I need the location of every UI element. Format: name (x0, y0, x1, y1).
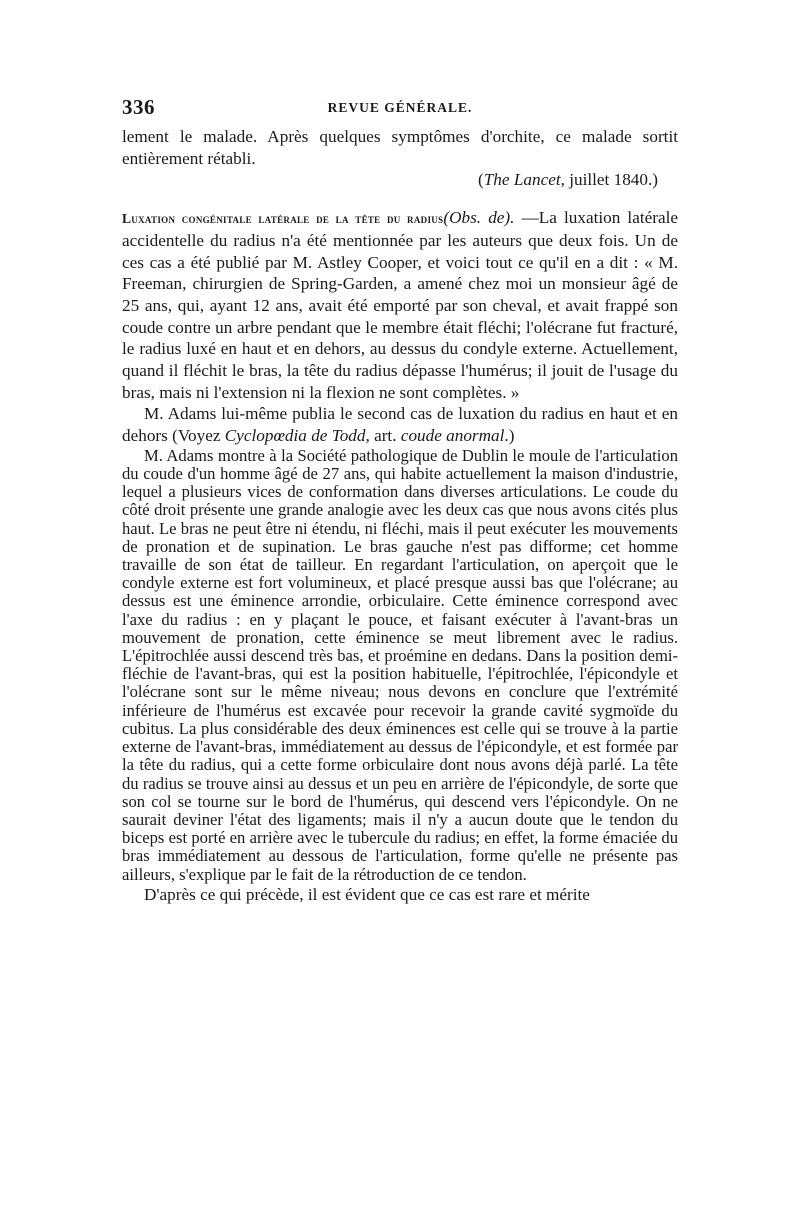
page-header (122, 95, 678, 125)
adams-text-mid: , art. (365, 426, 401, 446)
page-number: 336 (122, 95, 155, 119)
citation (122, 169, 678, 191)
body-text (122, 126, 678, 905)
section-title: Luxation congénitale latérale de la tête du radius (122, 211, 444, 227)
section-text: —La luxation latérale accidentelle du radius n'a été mentionnée par les auteurs que deux fois. Un de ces cas a été publié par M. Astley Cooper, et voici tout ce qu'il en a dit : « M. Freeman, chirurgien de Spring-Garden, a amené chez moi un monsieur âgé de 25 ans, qui, ayant 12 ans, avait été emporté par son cheval, et avait frappé son coude contre un arbre pendant que le membre était fléchi; l'olécrane fut fracturé, le radius luxé en haut et en dehors, au dessus du condyle externe. Actuellement, quand il fléchit le bras, la tête du radius dépasse l'humérus; il jouit de l'usage du bras, mais ni l'extension ni la flexion ne sont complètes. » (122, 208, 678, 402)
running-title: REVUE GÉNÉRALE. (327, 100, 473, 115)
adams-work-title: Cyclopœdia de Todd (224, 426, 366, 446)
citation-open: ( (478, 170, 484, 190)
section-spacer (122, 191, 678, 207)
section-obs: (Obs. de). (443, 208, 515, 228)
citation-source: The Lancet (483, 170, 561, 190)
paragraph-adams (122, 403, 678, 446)
citation-date: , juillet 1840.) (560, 170, 658, 190)
adams-text-before: M. Adams lui-même publia le second cas de luxation du radius en haut et en dehors (Voyez (122, 404, 678, 446)
paragraph-orchite: lement le malade. Après quelques symptômes d'orchite, ce malade sortit entièrement rétabli. (122, 127, 678, 168)
adams-text-after: .) (504, 426, 515, 446)
paragraph-conclusion: D'après ce qui précède, il est évident que ce cas est rare et mérite (144, 884, 590, 904)
paragraph-dublin-case: M. Adams montre à la Société pathologique de Dublin le moule de l'articulation du coude d'un homme âgé de 27 ans, qui habite actuellement la maison d'industrie, lequel a plusieurs vices de conformation dans diverses articulations. Le coude du côté droit présente une grande analogie avec les deux cas que nous avons cités plus haut. Le bras ne peut être ni étendu, ni fléchi, mais il peut exécuter les mouvements de pronation et de supination. Le bras gauche n'est pas difforme; cet homme travaille de son état de tailleur. En regardant l'articulation, on aperçoit que le condyle externe est fort volumineux, et placé presque aussi bas que l'olécrane; au dessus est une éminence arrondie, orbiculaire. Cette éminence correspond avec l'axe du radius : en y plaçant le pouce, et faisant exécuter à l'avant-bras un mouvement de pronation, cette éminence se meut librement avec le radius. L'épitrochlée aussi descend très bas, et proémine en dedans. Dans la position demi-fléchie de l'avant-bras, qui est la position habituelle, l'épitrochlée, l'épicondyle et l'olécrane sont sur le même niveau; nous devons en conclure que l'extrémité inférieure de l'humérus est excavée pour recevoir la grande cavité sygmoïde du cubitus. La plus considérable des deux éminences est celle qui se trouve à la partie externe de l'avant-bras, immédiatement au dessus de l'épicondyle, et est formée par la tête du radius, qui a cette forme orbiculaire dont nous avons déjà parlé. La tête du radius se trouve ainsi au dessus et un peu en arrière de l'épicondyle, de sorte que son col se tourne sur le bord de l'humérus, qui descend vers l'épicondyle. On ne saurait deviner l'état des ligaments; mais il n'y a aucun doute que le tendon du biceps est porté en arrière avec le tubercule du radius; en effet, la forme émaciée du bras immédiatement au dessous de l'articulation, forme qu'elle ne présente pas ailleurs, s'explique par le fait de la rétroduction de ce tendon. (122, 445, 678, 884)
adams-article-title: coude anormal (400, 426, 505, 446)
section-paragraph (122, 207, 678, 403)
